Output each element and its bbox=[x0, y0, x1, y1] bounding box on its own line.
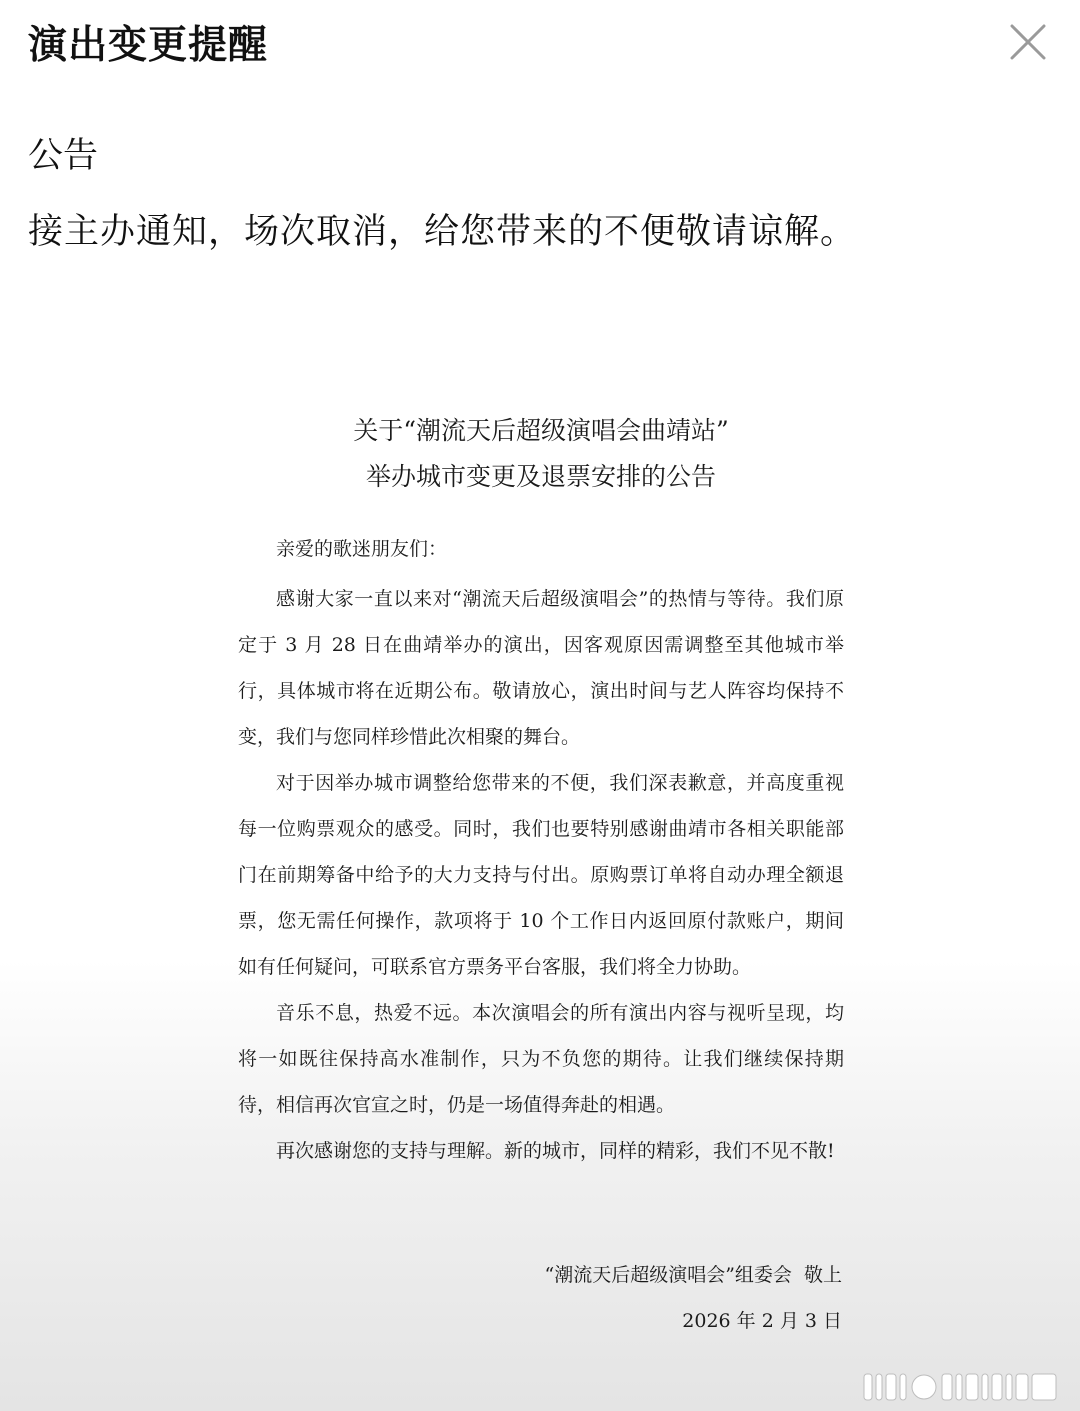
notice-paragraph-2: 对于因举办城市调整给您带来的不便，我们深表歉意，并高度重视每一位购票观众的感受。同时，我们也要特别感谢曲靖市各相关职能部门在前期筹备中给予的大力支持与付出。原购票订单将自动办理全额退票，您无需任何操作，款项将于 10 个工作日内返回原付款账户，期间如有任何疑问，可联系官方票务平台客服，我们将全力协助。 bbox=[238, 772, 844, 978]
notice-title-line1: 关于“潮流天后超级演唱会曲靖站” bbox=[353, 416, 729, 445]
announcement-message: 接主办通知，场次取消，给您带来的不便敬请谅解。 bbox=[28, 212, 857, 252]
notice-title-line2: 举办城市变更及退票安排的公告 bbox=[365, 462, 716, 491]
notice-paragraph-3: 音乐不息，热爱不远。本次演唱会的所有演出内容与视听呈现，均将一如既往保持高水准制作，只为不负您的期待。让我们继续保持期待，相信再次官宣之时，仍是一场值得奔赴的相遇。 bbox=[238, 1002, 844, 1116]
close-icon bbox=[1000, 14, 1056, 70]
notice-paragraph-4: 再次感谢您的支持与理解。新的城市，同样的精彩，我们不见不散! bbox=[276, 1140, 835, 1162]
notice-title bbox=[238, 408, 844, 500]
barcode-watermark-icon bbox=[862, 1370, 1062, 1404]
notice-paragraph-1: 感谢大家一直以来对“潮流天后超级演唱会”的热情与等待。我们原定于 3 月 28 日在曲靖举办的演出，因客观原因需调整至其他城市举行，具体城市将在近期公布。敬请放心，演出时间与艺人阵容均保持不变，我们与您同样珍惜此次相聚的舞台。 bbox=[238, 588, 844, 748]
notice-greeting: 亲爱的歌迷朋友们： bbox=[276, 538, 448, 560]
close-button[interactable] bbox=[1000, 14, 1056, 70]
notice-signature-block bbox=[544, 1252, 842, 1344]
notice-signature: “潮流天后超级演唱会”组委会 敬上 bbox=[544, 1264, 842, 1286]
notice-date: 2026 年 2 月 3 日 bbox=[682, 1310, 842, 1332]
modal-title: 演出变更提醒 bbox=[28, 23, 269, 68]
notice-document bbox=[238, 408, 844, 1174]
announcement-heading: 公告 bbox=[28, 136, 99, 176]
